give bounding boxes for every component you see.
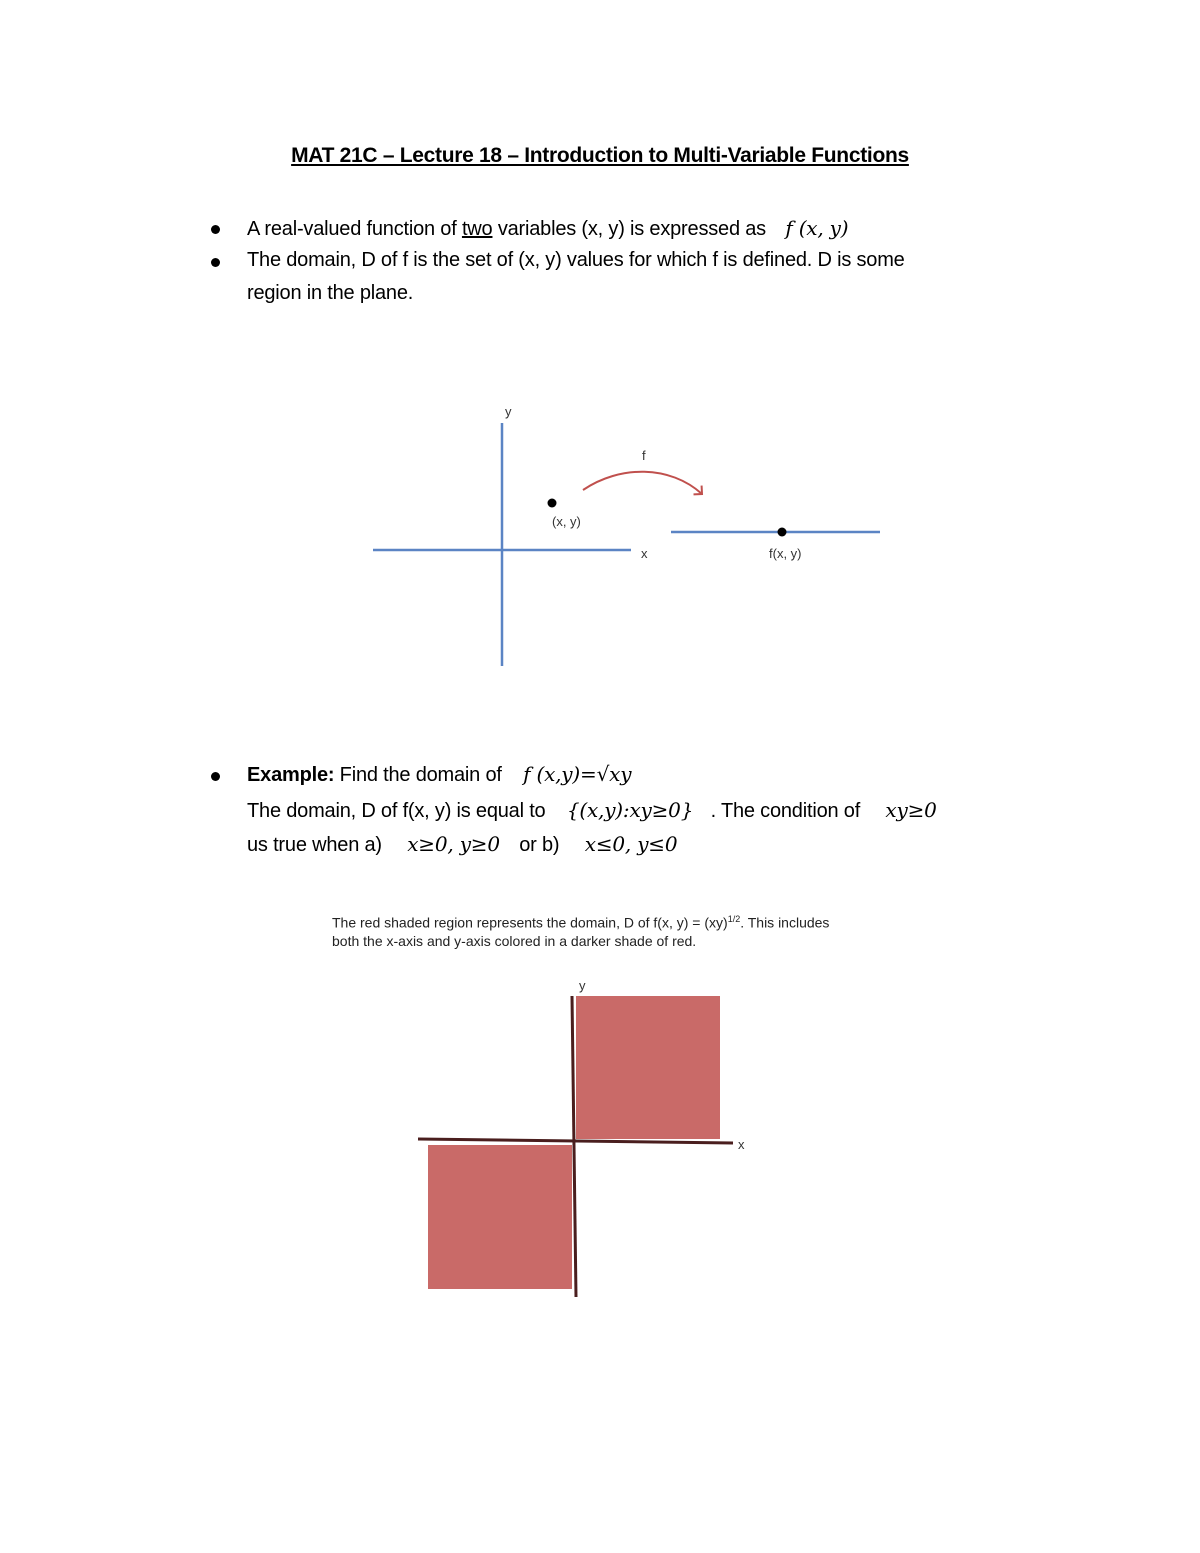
example-condition-text: . The condition of [710, 800, 861, 822]
diagram2-x-axis [418, 1139, 733, 1143]
example-function: f (x,y)=√xy [523, 762, 632, 786]
diagram2-caption-text-b: . This includes [740, 914, 830, 931]
domain-quadrant-1 [576, 996, 720, 1139]
bullet-2-line-2: region in the plane. [247, 282, 414, 304]
diagram1-f-label: f [642, 448, 646, 463]
example-case-b: x≤0, y≤0 [584, 832, 678, 856]
bullet-1-underlined: two [461, 218, 493, 240]
diagram2-y-label: y [579, 978, 586, 993]
example-domain-text: The domain, D of f(x, y) is equal to [247, 800, 546, 822]
diagram1-image-label: f(x, y) [769, 546, 802, 561]
example-domain-set: {(x,y):xy≥0} [566, 798, 694, 822]
example-condition: xy≥0 [885, 798, 937, 822]
diagram2-x-label: x [738, 1137, 745, 1152]
diagram1-x-label: x [641, 546, 648, 561]
diagram1-point-label: (x, y) [552, 514, 581, 529]
diagram2-caption-line-2: both the x-axis and y-axis colored in a darker shade of red. [332, 933, 697, 949]
diagram2-caption-text-a: The red shaded region represents the domain, D of f(x, y) = (xy) [332, 914, 728, 931]
bullet-1-text-a: A real-valued function of [247, 218, 462, 240]
diagram1-y-label: y [505, 404, 512, 419]
bullet-1-math: f (x, y) [785, 216, 849, 240]
example-case-a: x≥0, y≥0 [407, 832, 500, 856]
example-text: Find the domain of [334, 764, 502, 786]
bullet-1-text-b: variables (x, y) is expressed as [492, 218, 766, 240]
domain-quadrant-3 [428, 1145, 572, 1289]
page-title: MAT 21C – Lecture 18 – Introduction to Multi-Variable Functions [291, 144, 909, 167]
diagram2-y-axis [572, 996, 576, 1297]
diagram2-caption-sup: 1/2 [727, 914, 741, 924]
example-case-a-text: us true when a) [247, 834, 382, 856]
example-or-text: or b) [519, 834, 560, 856]
bullet-2-line-1: The domain, D of f is the set of (x, y) values for which f is defined. D is some [247, 249, 905, 271]
example-label: Example: [247, 764, 335, 786]
